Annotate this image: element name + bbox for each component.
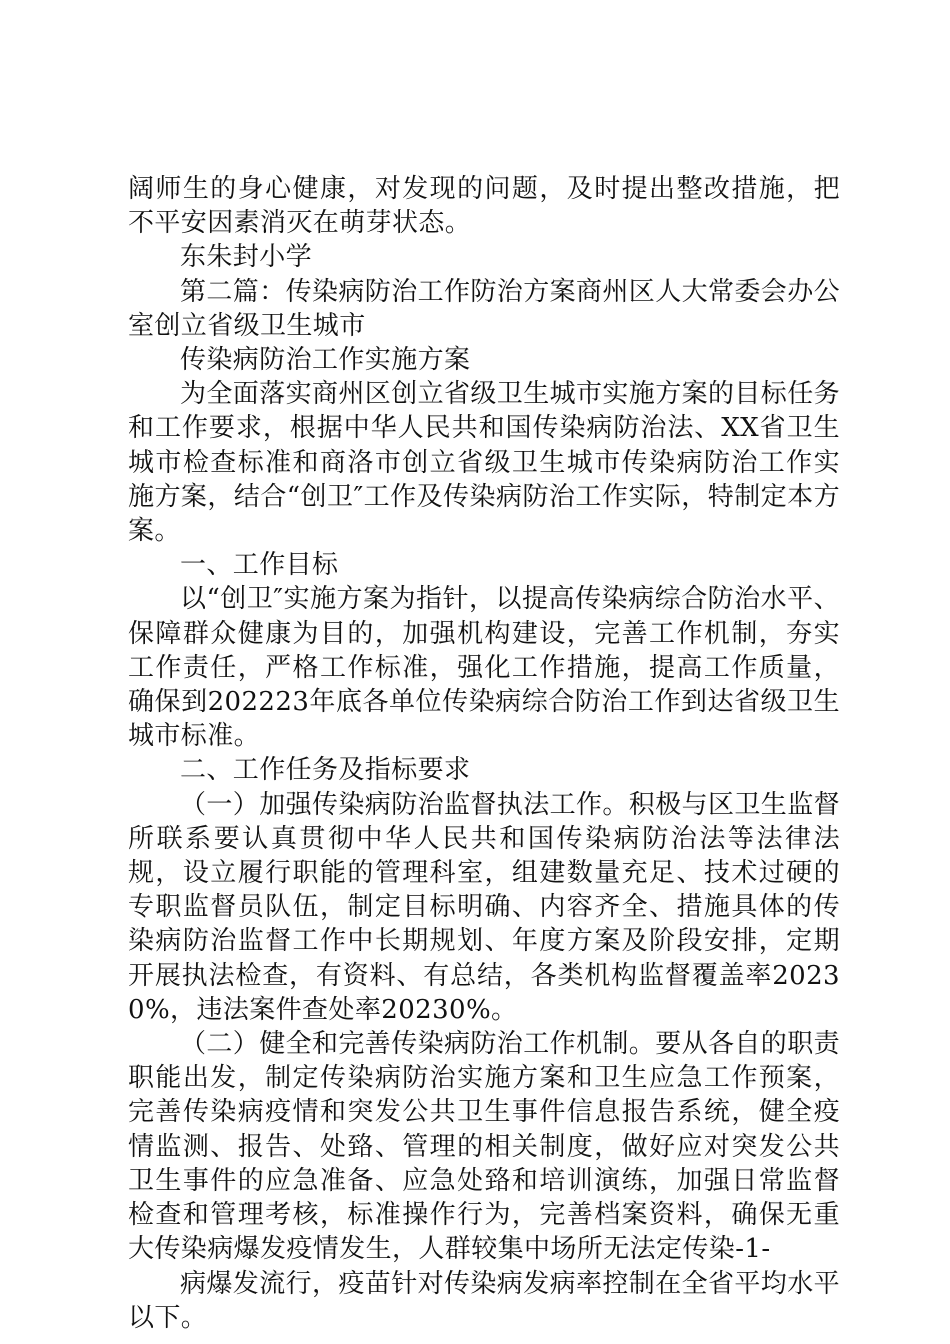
paragraph-chapter-title: 第二篇：传染病防治工作防治方案商州区人大常委会办公室创立省级卫生城市	[128, 276, 841, 341]
paragraph-1: 阔师生的身心健康，对发现的问题，及时提出整改措施，把不平安因素消灭在萌芽状态。	[128, 174, 840, 239]
heading-work-goals: 一、工作目标	[180, 550, 339, 581]
paragraph-work-goals: 以“创卫″实施方案为指针，以提高传染病综合防治水平、保障群众健康为目的，加强机构建设，完善工作机制，夯实工作责任，严格工作标准，强化工作措施，提高工作质量，确保到202223年底各单位传染病综合防治工作到达省级卫生城市标准。	[128, 584, 840, 752]
heading-work-tasks: 二、工作任务及指标要求	[180, 755, 471, 786]
paragraph-task-2: （二）健全和完善传染病防治工作机制。要从各自的职责职能出发，制定传染病防治实施方案和卫生应急工作预案，完善传染病疫情和突发公共卫生事件信息报告系统，健全疫情监测、报告、处臵、管理的相关制度，做好应对突发公共卫生事件的应急准备、应急处臵和培训演练，加强日常监督检查和管理考核，标准操作行为，完善档案资料，确保无重大传染病爆发疫情发生，人群较集中场所无法定传染-1-	[128, 1029, 841, 1265]
paragraph-intro: 为全面落实商州区创立省级卫生城市实施方案的目标任务和工作要求，根据中华人民共和国传染病防治法、XX省卫生城市检查标准和商洛市创立省级卫生城市传染病防治工作实施方案，结合“创卫″工作及传染病防治工作实际，特制定本方案。	[128, 379, 841, 547]
document-body	[128, 172, 840, 1335]
paragraph-school-name: 东朱封小学	[180, 242, 313, 273]
paragraph-continuation: 病爆发流行，疫苗针对传染病发病率控制在全省平均水平以下。	[128, 1268, 841, 1333]
paragraph-plan-title: 传染病防治工作实施方案	[180, 345, 471, 376]
paragraph-task-1: （一）加强传染病防治监督执法工作。积极与区卫生监督所联系要认真贯彻中华人民共和国传染病防治法等法律法规，设立履行职能的管理科室，组建数量充足、技术过硬的专职监督员队伍，制定目标明确、内容齐全、措施具体的传染病防治监督工作中长期规划、年度方案及阶段安排，定期开展执法检查，有资料、有总结，各类机构监督覆盖率20230%，违法案件查处率20230%。	[128, 789, 841, 1025]
